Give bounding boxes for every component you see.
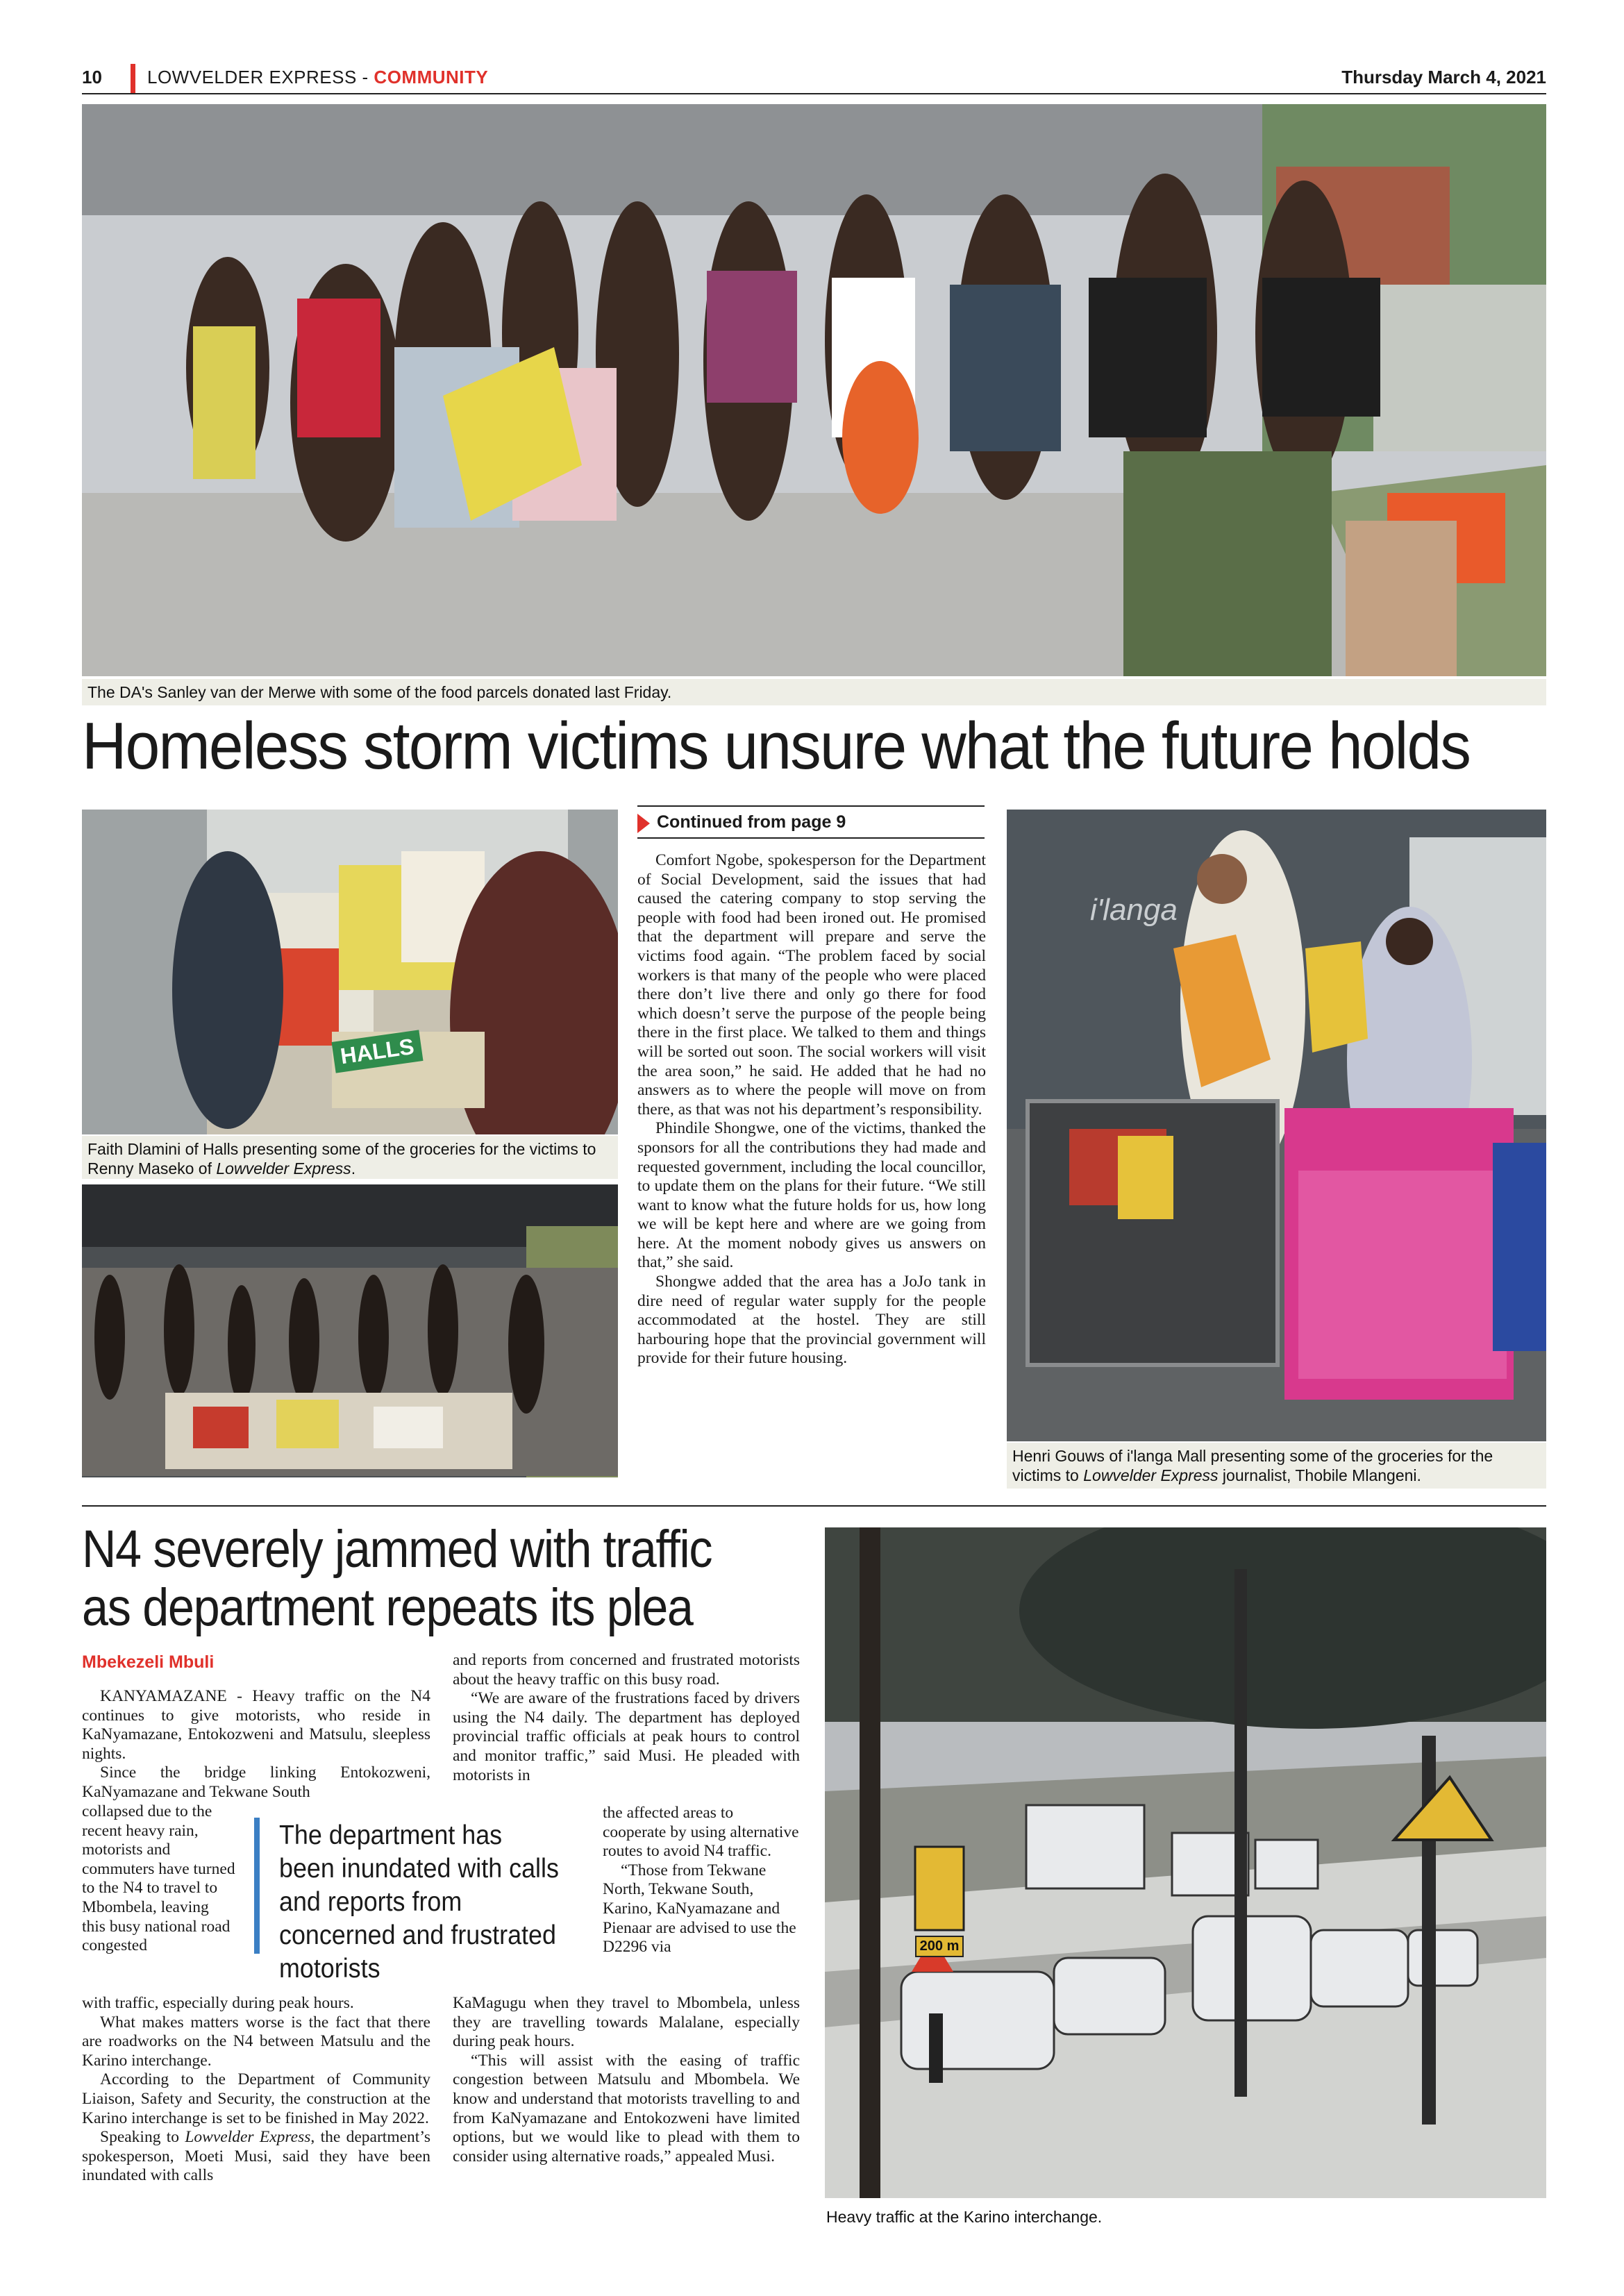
section-name: COMMUNITY [374, 67, 489, 87]
article2-col1-narrow [82, 1802, 236, 1956]
section-divider [82, 1505, 1546, 1507]
caption-publication: Lowvelder Express [1083, 1466, 1219, 1484]
paragraph: KANYAMAZANE - Heavy traffic on the N4 continues to give motorists, who reside in KaNyamazane, Entokozweni and Matsulu, sleepless nights. [82, 1687, 430, 1763]
publication-title: LOWVELDER EXPRESS - [147, 67, 374, 87]
pull-quote: The department has been inundated with calls and reports from concerned and frustrated motorists [279, 1820, 559, 1984]
headline-line: N4 severely jammed with traffic [82, 1520, 712, 1579]
publication-name [147, 67, 488, 88]
article2-headline [82, 1520, 712, 1637]
page-number: 10 [82, 67, 102, 87]
header-rule [82, 93, 1546, 94]
ilanga-photo-caption [1007, 1443, 1546, 1489]
paragraph: Phindile Shongwe, one of the victims, thanked the sponsors for all the contributions they had made and requested government, including the local councillor, to update them on the plans for their future. “We still want to know what the future holds for us, how long we will be kept here and where are we going from here. At the moment nobody gives us answers on that,” she said. [637, 1119, 986, 1272]
article-headline: Homeless storm victims unsure what the future holds [82, 709, 1471, 783]
paragraph: Since the bridge linking Entokozweni, KaNyamazane and Tekwane South [82, 1763, 430, 1801]
paragraph-fragment: collapsed due to the recent heavy rain, motorists and commuters have turned to the N4 to travel to Mbombela, leaving this busy national road congested [82, 1802, 235, 1955]
paragraph: Shongwe added that the area has a JoJo tank in dire need of regular water supply for the people accommodated at the hostel. They are still harbouring hope that the provincial government will provide for their future housing. [637, 1273, 986, 1368]
halls-donation-photo [82, 810, 618, 1134]
paragraph: “We are aware of the frustrations faced by drivers using the N4 daily. The department has deployed provincial traffic officials at peak hours to control and monitor traffic,” said Musi. He pleaded with motorists in [453, 1689, 800, 1784]
top-photo [82, 104, 1546, 676]
distance-sign: 200 m [915, 1936, 964, 1957]
continued-rule-bottom [637, 837, 985, 839]
caption-text: Faith Dlamini of Halls presenting some of the groceries for the victims to Renny Maseko of [87, 1140, 596, 1178]
traffic-photo-caption: Heavy traffic at the Karino interchange. [826, 2208, 1103, 2226]
caption-end: . [351, 1159, 356, 1178]
caption-end: journalist, Thobile Mlangeni. [1218, 1466, 1421, 1484]
caption-text: Henri Gouws of i'langa Mall presenting some of the groceries for the victims to [1012, 1447, 1493, 1484]
byline: Mbekezeli Mbuli [82, 1652, 215, 1672]
text: , the department’s spokesperson, Moeti Musi, said they have been inundated with calls [82, 2128, 430, 2185]
top-photo-caption: The DA's Sanley van der Merwe with some of the food parcels donated last Friday. [82, 679, 1546, 705]
continued-label: Continued from page 9 [657, 812, 846, 832]
paragraph-fragment: and reports from concerned and frustrated motorists about the heavy traffic on this busy road. [453, 1651, 800, 1689]
article2-col1-top [82, 1687, 430, 1802]
ilanga-mall-photo [1007, 810, 1546, 1441]
headline-line: as department repeats its plea [82, 1578, 693, 1637]
hostel-crowd-photo [82, 1184, 618, 1477]
issue-date: Thursday March 4, 2021 [1341, 67, 1546, 87]
halls-photo-caption [82, 1136, 618, 1179]
halls-box-label: HALLS [331, 1030, 423, 1073]
paragraph-fragment: the affected areas to cooperate by using alternative routes to avoid N4 traffic. [603, 1804, 799, 1861]
article2-col2-top [453, 1651, 800, 1785]
paragraph-fragment: KaMagugu when they travel to Mbombela, unless they are travelling towards Malalane, especially during peak hours. [453, 1994, 800, 2051]
article1-body [637, 851, 986, 1504]
pull-quote-bar [254, 1818, 260, 1954]
caption-publication: Lowvelder Express [216, 1159, 351, 1178]
paragraph-fragment: with traffic, especially during peak hours. [82, 1994, 354, 2012]
paragraph: Comfort Ngobe, spokesperson for the Department of Social Development, said the issues that had caused the catering company to stop serving the people with food had been ironed out. He promised that the department will prepare and serve the victims food again. “The problem faced by social workers is that many of the people who were placed there don’t live there and only go there for food which doesn’t serve the purpose of the people being there in the first place. We talked to them and things will be sorted out soon. The social workers will visit the area soon,” he said. He added that he had no answers as to where the people will move on from there, as that was not his department’s responsibility. [637, 851, 986, 1118]
article2-col2-bottom [453, 1994, 800, 2166]
paragraph: “Those from Tekwane North, Tekwane South, Karino, KaNyamazane and Pienaar are advised to use the D2296 via [603, 1861, 796, 1956]
mall-sign: i'langa [1090, 893, 1178, 927]
traffic-photo [825, 1527, 1546, 2198]
text: Speaking to [100, 2128, 185, 2147]
article2-col1-bottom [82, 1994, 430, 2186]
paragraph: According to the Department of Community Liaison, Safety and Security, the construction at the Karino interchange is set to be finished in May 2022. [82, 2070, 430, 2127]
continued-rule-top [637, 805, 985, 807]
paragraph [82, 2128, 430, 2186]
paragraph: What makes matters worse is the fact that there are roadworks on the N4 between Matsulu and the Karino interchange. [82, 2013, 430, 2070]
publication-name: Lowvelder Express [185, 2128, 311, 2147]
paragraph: “This will assist with the easing of traffic congestion between Matsulu and Mbombela. We know and understand that motorists travelling to and from KaNyamazane and Entokozweni have limited options, but we would like to plead with them to consider using alternative roads,” appealed Musi. [453, 2051, 800, 2165]
header-divider [131, 64, 135, 93]
article2-col2-narrow [603, 1804, 800, 1957]
